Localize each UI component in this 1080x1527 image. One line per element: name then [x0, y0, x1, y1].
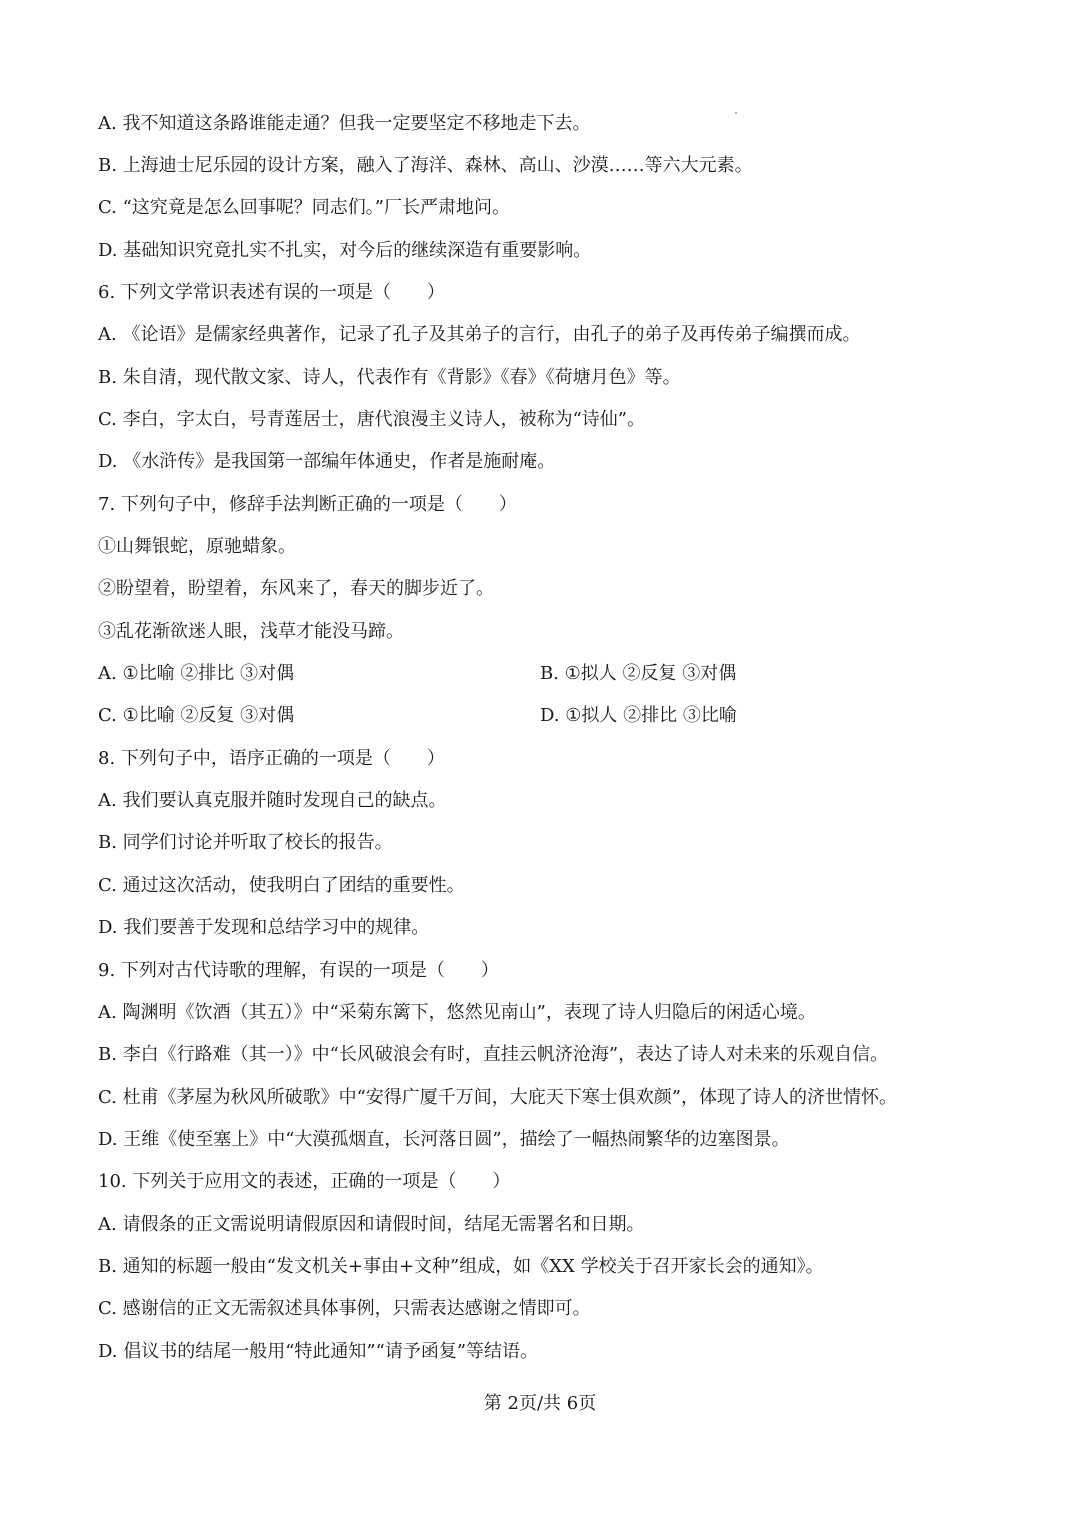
q8-option-c: C. 通过这次活动，使我明白了团结的重要性。 [98, 875, 465, 896]
q6-option-a: A. 《论语》是儒家经典著作，记录了孔子及其弟子的言行，由孔子的弟子及再传弟子编撰而成。 [98, 324, 861, 345]
q5-option-d: D. 基础知识究竟扎实不扎实，对今后的继续深造有重要影响。 [98, 240, 592, 261]
q7-sentence-3: ③乱花渐欲迷人眼，浅草才能没马蹄。 [98, 621, 404, 642]
q7-option-b: B. ①拟人 ②反复 ③对偶 [540, 663, 737, 684]
q5-option-b: B. 上海迪士尼乐园的设计方案，融入了海洋、森林、高山、沙漠……等六大元素。 [98, 155, 753, 176]
q7-sentence-1: ①山舞银蛇，原驰蜡象。 [98, 536, 296, 557]
q10-option-c: C. 感谢信的正文无需叙述具体事例，只需表达感谢之情即可。 [98, 1298, 591, 1319]
q9-option-a: A. 陶渊明《饮酒（其五）》中“采菊东篱下，悠然见南山”，表现了诗人归隐后的闲适心境。 [98, 1002, 816, 1023]
q6-stem: 6. 下列文学常识表述有误的一项是（ ） [98, 282, 445, 303]
page-number-footer: 第 2页/共 6页 [483, 1393, 597, 1414]
q9-option-b: B. 李白《行路难（其一）》中“长风破浪会有时，直挂云帆济沧海”，表达了诗人对未来的乐观自信。 [98, 1044, 889, 1065]
scan-speck [735, 112, 737, 114]
q5-option-a: A. 我不知道这条路谁能走通？但我一定要坚定不移地走下去。 [98, 113, 591, 134]
q9-option-c: C. 杜甫《茅屋为秋风所破歌》中“安得广厦千万间，大庇天下寒士俱欢颜”，体现了诗人的济世情怀。 [98, 1087, 897, 1108]
q6-option-b: B. 朱自清，现代散文家、诗人，代表作有《背影》《春》《荷塘月色》等。 [98, 367, 681, 388]
q10-option-a: A. 请假条的正文需说明请假原因和请假时间，结尾无需署名和日期。 [98, 1214, 645, 1235]
q7-option-c: C. ①比喻 ②反复 ③对偶 [98, 705, 295, 726]
q10-stem: 10. 下列关于应用文的表述，正确的一项是（ ） [98, 1171, 511, 1192]
q6-option-d: D. 《水浒传》是我国第一部编年体通史，作者是施耐庵。 [98, 451, 556, 472]
q7-option-a: A. ①比喻 ②排比 ③对偶 [98, 663, 295, 684]
q9-option-d: D. 王维《使至塞上》中“大漠孤烟直，长河落日圆”，描绘了一幅热闹繁华的边塞图景。 [98, 1129, 790, 1150]
q10-option-b: B. 通知的标题一般由“发文机关+事由+文种”组成，如《XX 学校关于召开家长会的通知》。 [98, 1256, 824, 1277]
q6-option-c: C. 李白，字太白，号青莲居士，唐代浪漫主义诗人，被称为“诗仙”。 [98, 409, 645, 430]
q7-stem: 7. 下列句子中，修辞手法判断正确的一项是（ ） [98, 494, 517, 515]
q8-option-b: B. 同学们讨论并听取了校长的报告。 [98, 832, 393, 853]
q7-option-d: D. ①拟人 ②排比 ③比喻 [540, 705, 737, 726]
q8-option-d: D. 我们要善于发现和总结学习中的规律。 [98, 917, 430, 938]
q5-option-c: C. “这究竟是怎么回事呢？同志们。”厂长严肃地问。 [98, 197, 510, 218]
q8-option-a: A. 我们要认真克服并随时发现自己的缺点。 [98, 790, 447, 811]
q10-option-d: D. 倡议书的结尾一般用“特此通知”“请予函复”等结语。 [98, 1341, 539, 1362]
q8-stem: 8. 下列句子中，语序正确的一项是（ ） [98, 748, 445, 769]
q7-sentence-2: ②盼望着，盼望着，东风来了，春天的脚步近了。 [98, 578, 494, 599]
q9-stem: 9. 下列对古代诗歌的理解，有误的一项是（ ） [98, 960, 499, 981]
